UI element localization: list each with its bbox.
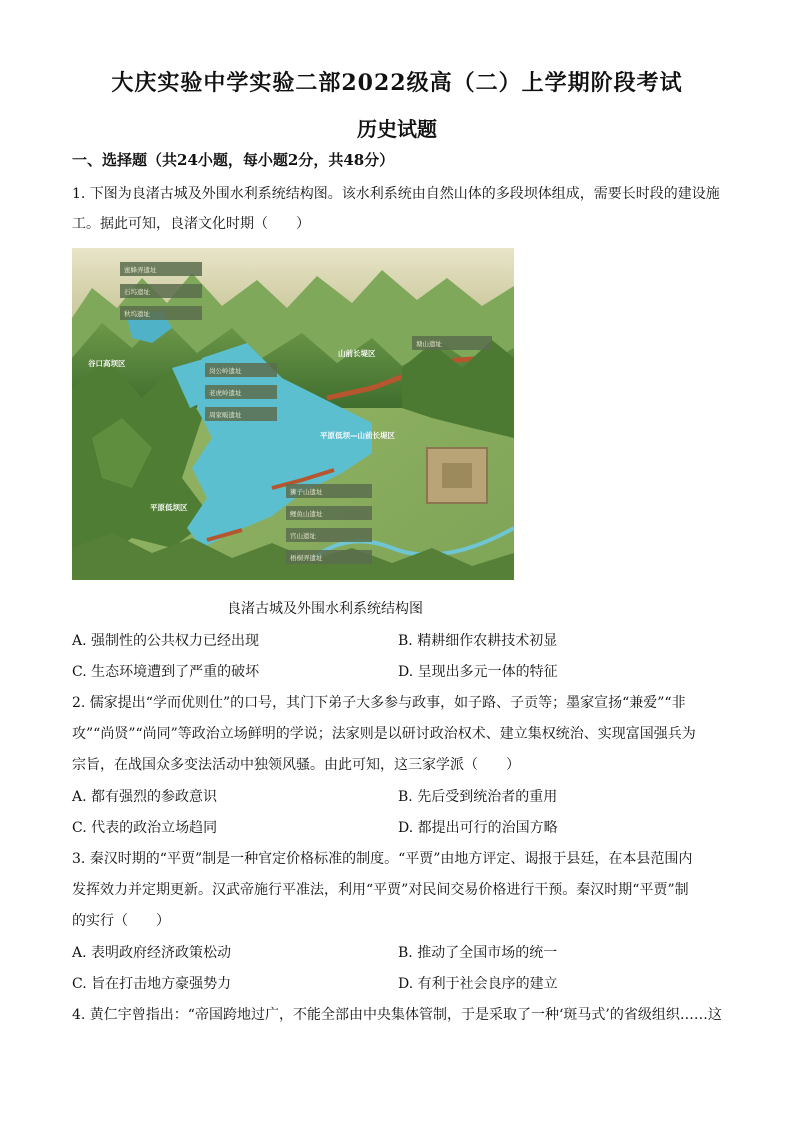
- q3-option-c[interactable]: C. 旨在打击地方豪强势力: [72, 976, 232, 992]
- q2-option-b[interactable]: B. 先后受到统治者的重用: [398, 789, 558, 805]
- exam-title: 大庆实验中学实验二部2022级高（二）上学期阶段考试: [111, 70, 683, 96]
- q2-line-3: 宗旨，在战国众多变法活动中独领风骚。由此可知，这三家学派（ ）: [72, 757, 520, 773]
- site-label-dc-db02: 鲤鱼山遗址: [290, 510, 323, 518]
- q3-option-d[interactable]: D. 有利于社会良序的建立: [398, 976, 558, 992]
- figure-caption: 良渚古城及外围水利系统结构图: [227, 601, 423, 617]
- q1-line-2: 工。据此可知，良渚文化时期（ ）: [72, 216, 310, 232]
- q1-option-a[interactable]: A. 强制性的公共权力已经出现: [72, 633, 260, 649]
- site-label-dc-db04: 梧桐弄遗址: [290, 554, 323, 562]
- section-heading: 一、选择题（共24小题，每小题2分，共48分）: [72, 151, 395, 169]
- site-label-gb03: 周家畈遗址: [209, 411, 242, 419]
- q2-option-d[interactable]: D. 都提出可行的治国方略: [398, 820, 558, 836]
- site-label-dc-db03: 官山遗址: [290, 532, 316, 540]
- q2-line-1: 2. 儒家提出“学而优则仕”的口号，其门下弟子大多参与政事，如子路、子贡等；墨家宣扬“兼爱”“非: [72, 695, 686, 711]
- q3-line-1: 3. 秦汉时期的“平贾”制是一种官定价格标准的制度。“平贾”由地方评定、谒报于县廷，在本县范围内: [72, 851, 693, 867]
- q1-line-1: 1. 下图为良渚古城及外围水利系统结构图。该水利系统由自然山体的多段坝体组成，需要长时段的建设施: [72, 186, 720, 202]
- zone-label-causeway: 山前长堤区: [338, 349, 376, 358]
- liangzhu-map-figure: [72, 248, 514, 580]
- q3-line-3: 的实行（ ）: [72, 913, 170, 929]
- q1-option-c[interactable]: C. 生态环境遭到了严重的破坏: [72, 664, 260, 680]
- q2-line-2: 攻”“尚贤”“尚同”等政治立场鲜明的学说；法家则是以研讨政治权术、建立集权统治、实现富国强兵为: [72, 726, 696, 742]
- zone-label-low-dam: 平原低坝区: [150, 503, 188, 512]
- q2-option-c[interactable]: C. 代表的政治立场趋同: [72, 820, 218, 836]
- zone-label-plain-causeway: 平原低坝—山前长堤区: [320, 431, 395, 440]
- site-label-gb06: 蜜蜂弄遗址: [124, 266, 157, 274]
- site-label-gb01: 岗公岭遗址: [209, 367, 242, 375]
- site-label-gb02: 老虎岭遗址: [209, 389, 242, 397]
- q3-option-a[interactable]: A. 表明政府经济政策松动: [72, 945, 232, 961]
- site-label-gb05: 石坞遗址: [124, 288, 150, 296]
- site-label-dc-db01: 狮子山遗址: [290, 488, 323, 496]
- q2-option-a[interactable]: A. 都有强烈的参政意识: [72, 789, 218, 805]
- q3-line-2: 发挥效力并定期更新。汉武帝施行平准法，利用“平贾”对民间交易价格进行干预。秦汉时期“平贾”制: [72, 882, 689, 898]
- q1-option-d[interactable]: D. 呈现出多元一体的特征: [398, 664, 558, 680]
- site-label-dc-cd01: 塘山遗址: [416, 340, 442, 348]
- q1-option-b[interactable]: B. 精耕细作农耕技术初显: [398, 633, 558, 649]
- q4-line-1: 4. 黄仁宇曾指出：“帝国跨地过广，不能全部由中央集体管制，于是采取了一种‘斑马式’的省级组织……这: [72, 1007, 722, 1023]
- zone-label-high-dam: 谷口高坝区: [88, 359, 126, 368]
- exam-subtitle: 历史试题: [357, 117, 437, 141]
- site-label-gb04: 秋坞遗址: [124, 310, 150, 318]
- q3-option-b[interactable]: B. 推动了全国市场的统一: [398, 945, 558, 961]
